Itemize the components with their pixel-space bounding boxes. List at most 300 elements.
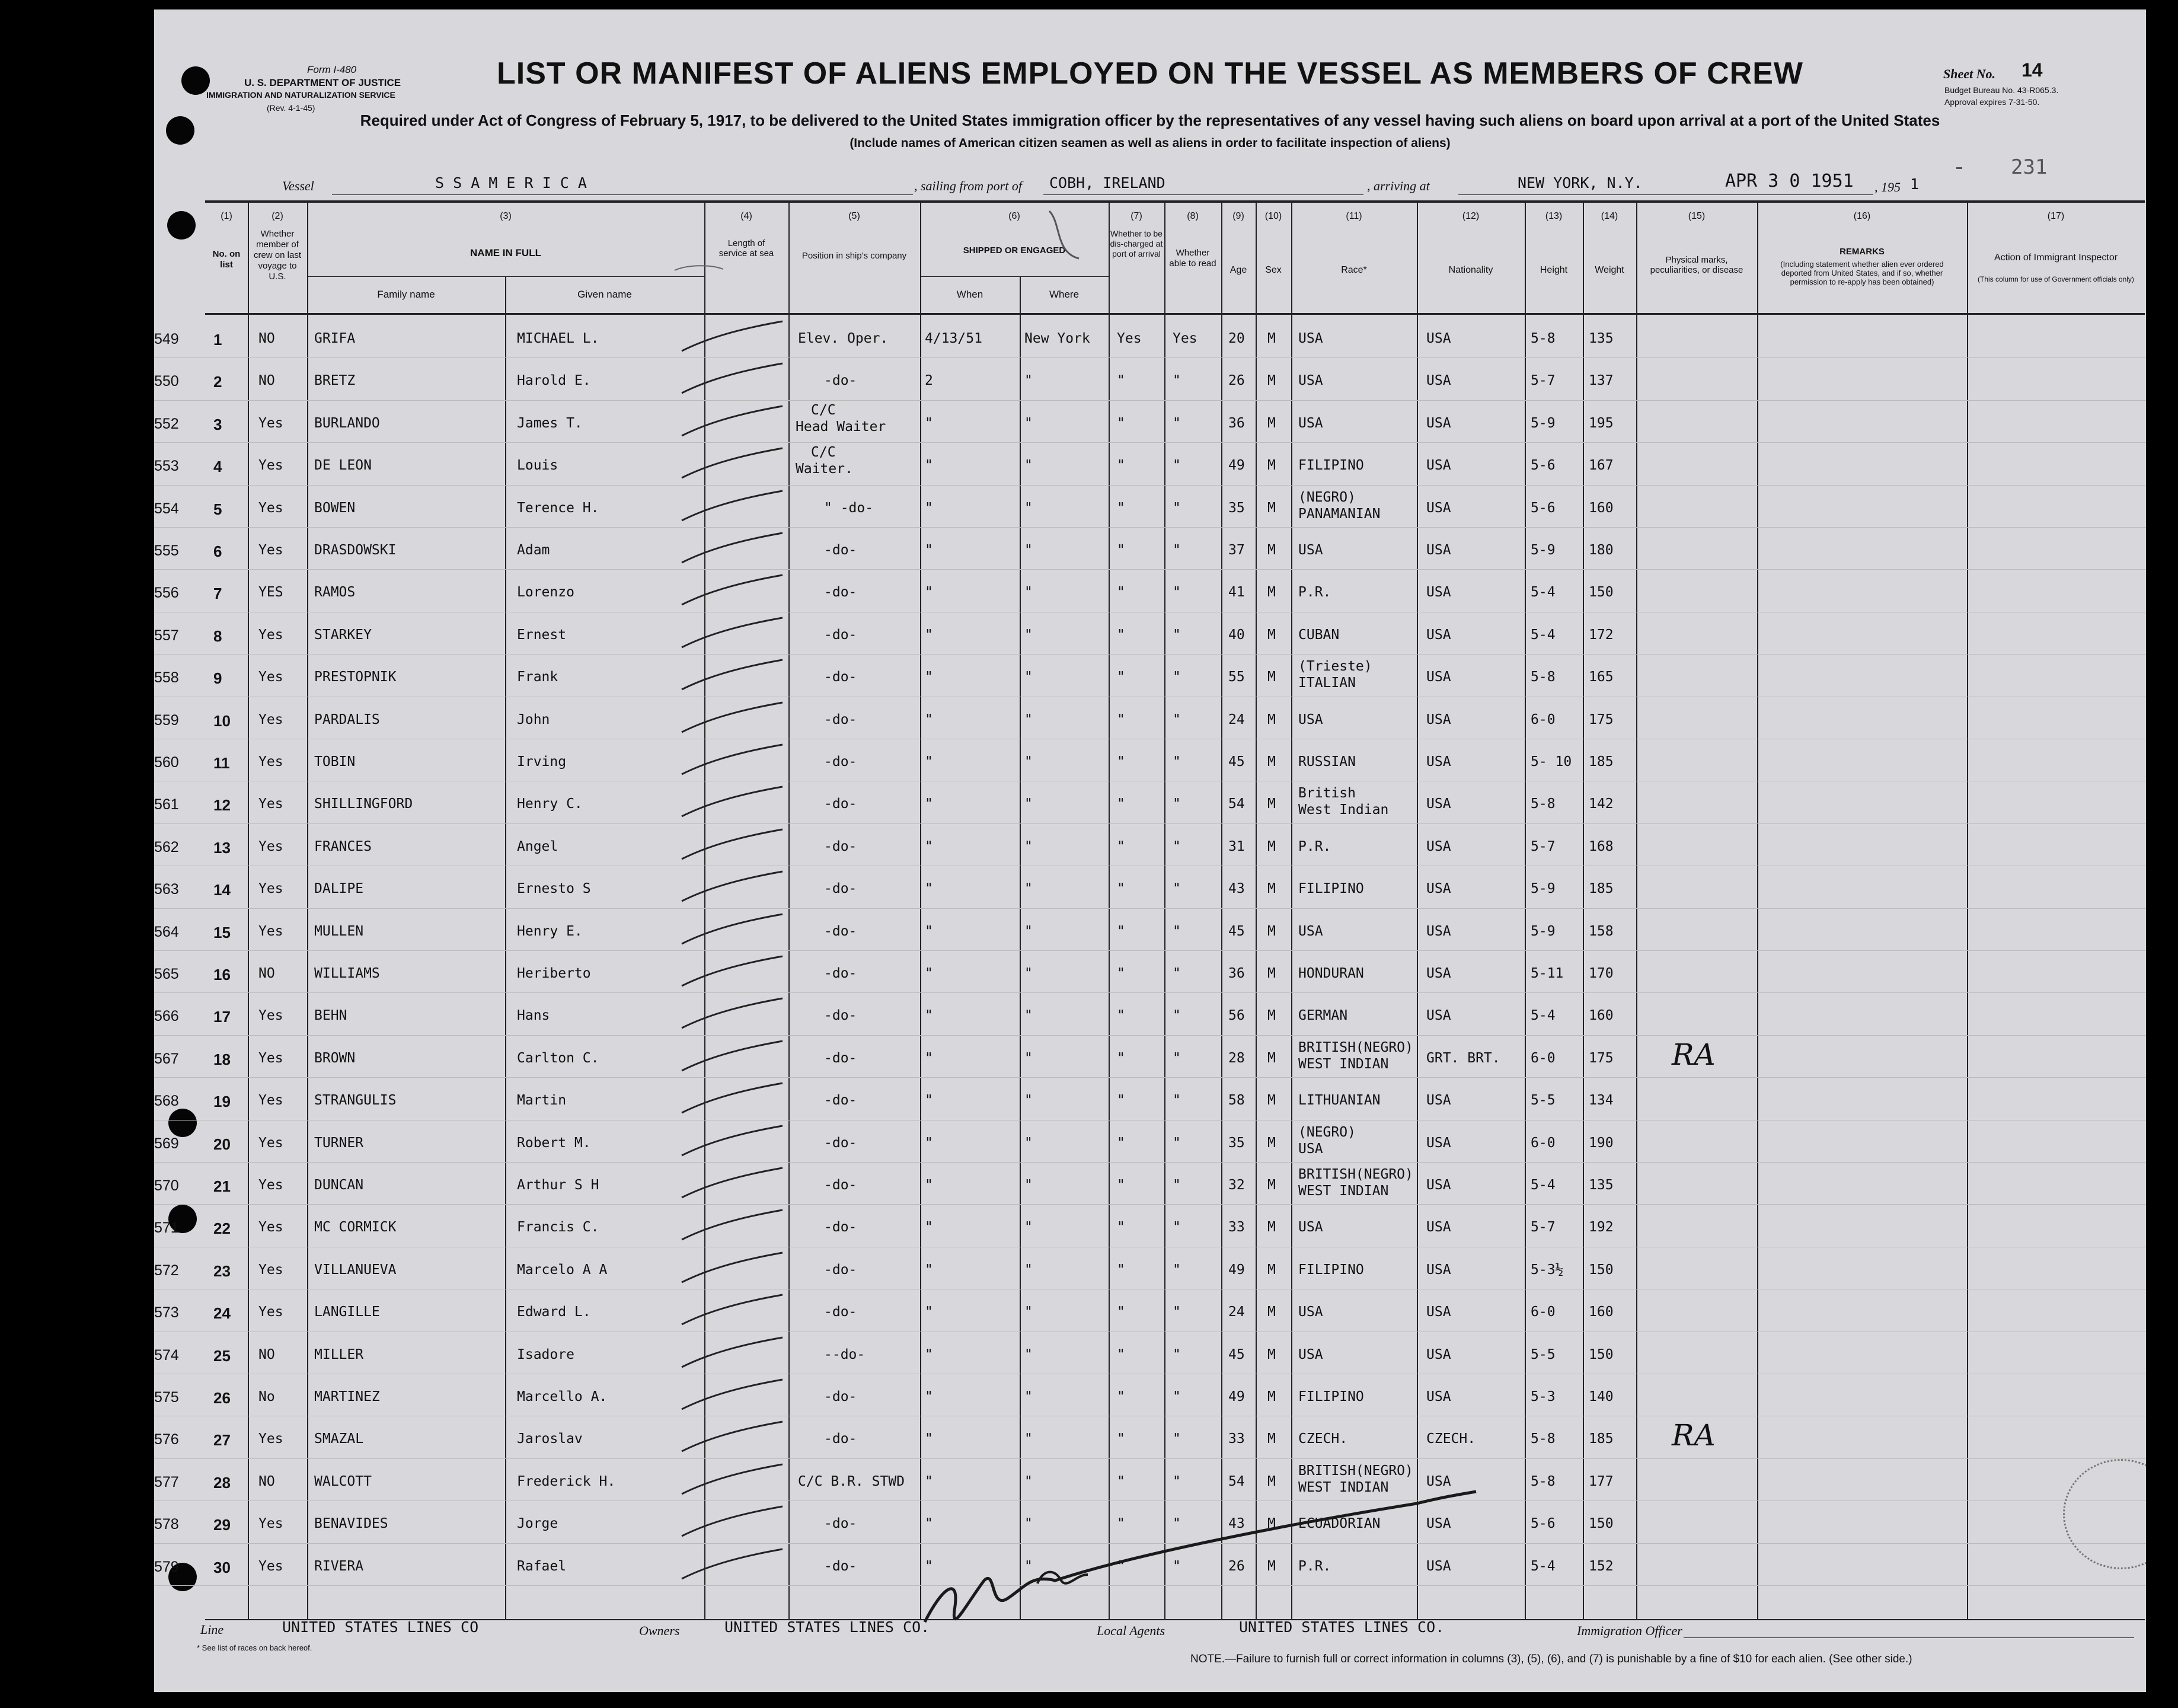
position-cell: -do- [824,881,857,897]
position-cell: -do- [824,1558,857,1574]
family-name-cell: SMAZAL [314,1431,364,1447]
col2-number: (2) [272,211,283,221]
height-cell: 5-6 [1531,500,1556,516]
age-cell: 35 [1228,1135,1245,1151]
age-cell: 24 [1228,1304,1245,1320]
able-to-read-cell: " [1173,669,1181,685]
sex-cell: M [1267,1219,1276,1235]
race-cell: FILIPINO [1298,458,1364,474]
race-cell-line1: (NEGRO) [1298,489,1356,505]
weight-cell: 158 [1589,923,1614,939]
height-cell: 5-7 [1531,373,1556,389]
able-to-read-cell: Yes [1173,331,1197,346]
discharged-cell: " [1117,1473,1125,1489]
budget-bureau: Budget Bureau No. 43-R065.3. [1944,85,2059,95]
col6-where-header: Where [1049,289,1080,300]
shipped-where-cell: " [1024,966,1033,981]
sex-cell: M [1267,331,1276,346]
last-voyage-cell: Yes [258,1516,283,1532]
family-name-cell: SHILLINGFORD [314,796,413,812]
sex-cell: M [1267,1558,1276,1574]
shipped-where-cell: " [1024,585,1033,601]
height-cell: 5-8 [1531,796,1556,812]
shipped-when-cell: " [925,838,933,854]
position-cell: -do- [824,585,857,601]
race-cell: CZECH. [1298,1431,1348,1447]
page-title: LIST OR MANIFEST OF ALIENS EMPLOYED ON THE VESSEL AS MEMBERS OF CREW [497,56,1803,91]
position-cell: -do- [824,796,857,812]
position-cell: Elev. Oper. [798,331,889,346]
given-name-cell: Harold E. [517,373,591,389]
nationality-cell: USA [1426,331,1451,346]
height-cell: 5-9 [1531,415,1556,431]
age-cell: 31 [1228,838,1245,854]
weight-cell: 170 [1589,966,1614,981]
family-name-cell: DRASDOWSKI [314,542,397,558]
last-voyage-cell: NO [258,373,275,389]
shipped-when-cell: " [925,542,933,558]
discharged-cell: " [1117,627,1125,643]
last-voyage-cell: NO [258,1473,275,1489]
position-cell: C/C [811,402,836,418]
weight-cell: 165 [1589,669,1614,685]
sheet-number: 14 [2021,59,2043,81]
list-margin-number: 576 [154,1431,179,1448]
nationality-cell: USA [1426,1008,1451,1024]
manifest-sheet [154,9,2146,1692]
sex-cell: M [1267,711,1276,727]
weight-cell: 140 [1589,1389,1614,1404]
row-number: 13 [213,838,231,857]
list-margin-number: 563 [154,881,179,898]
race-cell: WEST INDIAN [1298,1183,1389,1199]
given-name-cell: Adam [517,542,550,558]
family-name-cell: PARDALIS [314,711,380,727]
col3-given-header: Given name [577,289,632,300]
shipped-when-cell: " [925,585,933,601]
line-label: Line [200,1622,224,1637]
height-cell: 5-8 [1531,1473,1556,1489]
height-cell: 6-0 [1531,1135,1556,1151]
family-name-cell: TOBIN [314,754,356,770]
discharged-cell: " [1117,458,1125,474]
position-cell: -do- [824,1177,857,1193]
age-cell: 49 [1228,1389,1245,1404]
shipped-where-cell: " [1024,1135,1033,1151]
weight-cell: 160 [1589,500,1614,516]
shipped-where-cell: " [1024,1008,1033,1024]
family-name-cell: MILLER [314,1346,364,1362]
age-cell: 20 [1228,331,1245,346]
last-voyage-cell: Yes [258,1431,283,1447]
col14-number: (14) [1601,211,1618,221]
weight-cell: 150 [1589,1516,1614,1532]
race-cell-line1: BRITISH(NEGRO) [1298,1167,1413,1182]
height-cell: 5-9 [1531,881,1556,897]
last-voyage-cell: Yes [258,838,283,854]
shipped-when-cell: " [925,923,933,939]
list-margin-number: 565 [154,966,179,982]
age-cell: 45 [1228,754,1245,770]
family-name-cell: BROWN [314,1050,356,1066]
arrival-port: NEW YORK, N.Y. [1518,174,1643,191]
able-to-read-cell: " [1173,542,1181,558]
age-cell: 43 [1228,1516,1245,1532]
nationality-cell: USA [1426,1262,1451,1278]
shipped-where-cell: " [1024,1431,1033,1447]
discharged-cell: " [1117,1008,1125,1024]
family-name-cell: MC CORMICK [314,1219,397,1235]
sailing-port: COBH, IRELAND [1049,174,1165,191]
nationality-cell: USA [1426,669,1451,685]
height-cell: 5-4 [1531,585,1556,601]
col10-header: Sex [1265,265,1282,275]
last-voyage-cell: YES [258,585,283,601]
able-to-read-cell: " [1173,1008,1181,1024]
row-number: 25 [213,1346,231,1365]
given-name-cell: Henry C. [517,796,583,812]
shipped-when-cell: 4/13/51 [925,331,982,346]
inspector-remark: RA [1672,1418,1716,1453]
weight-cell: 150 [1589,1346,1614,1362]
position-cell: -do- [824,1135,857,1151]
discharged-cell: " [1117,1431,1125,1447]
height-cell: 5-6 [1531,458,1556,474]
position-cell: -do- [824,1431,857,1447]
last-voyage-cell: NO [258,1346,275,1362]
weight-cell: 180 [1589,542,1614,558]
include-statement: (Include names of American citizen seamen as well as aliens in order to facilitate inspection of aliens) [850,136,1451,150]
row-number: 11 [213,754,230,772]
family-name-cell: DUNCAN [314,1177,364,1193]
col14-header: Weight [1595,265,1624,275]
arriving-label: , arriving at [1367,178,1430,193]
discharged-cell: " [1117,838,1125,854]
col3-header: NAME IN FULL [470,247,541,258]
race-cell: P.R. [1298,585,1331,601]
list-margin-number: 555 [154,542,179,559]
col12-number: (12) [1462,211,1480,221]
row-number: 6 [213,542,222,560]
list-margin-number: 560 [154,754,179,771]
given-name-cell: Irving [517,754,567,770]
sex-cell: M [1267,458,1276,474]
row-number: 12 [213,796,231,815]
position-cell-line2: Head Waiter [796,419,886,435]
row-number: 20 [213,1135,231,1153]
age-cell: 56 [1228,1008,1245,1024]
last-voyage-cell: Yes [258,754,283,770]
list-margin-number: 557 [154,627,179,644]
weight-cell: 160 [1589,1304,1614,1320]
race-cell-line1: BRITISH(NEGRO) [1298,1039,1413,1055]
list-margin-number: 570 [154,1177,179,1194]
age-cell: 49 [1228,1262,1245,1278]
weight-cell: 137 [1589,373,1614,389]
given-name-cell: Jorge [517,1516,558,1532]
col4-header: Length of service at sea [718,238,774,258]
shipped-when-cell: " [925,1558,933,1574]
discharged-cell: " [1117,881,1125,897]
shipped-where-cell: " [1024,458,1033,474]
given-name-cell: John [517,711,550,727]
shipped-where-cell: " [1024,923,1033,939]
shipped-where-cell: " [1024,881,1033,897]
given-name-cell: Frank [517,669,558,685]
able-to-read-cell: " [1173,1177,1181,1193]
discharged-cell: " [1117,1093,1125,1109]
nationality-cell: USA [1426,1304,1451,1320]
shipped-when-cell: " [925,1219,933,1235]
races-note: * See list of races on back hereof. [197,1643,312,1652]
race-cell-line1: (Trieste) [1298,659,1372,675]
last-voyage-cell: Yes [258,796,283,812]
list-margin-number: 571 [154,1219,179,1237]
given-name-cell: Arthur S H [517,1177,599,1193]
given-name-cell: Carlton C. [517,1050,599,1066]
age-cell: 58 [1228,1093,1245,1109]
last-voyage-cell: Yes [258,1050,283,1066]
shipped-where-cell: " [1024,669,1033,685]
discharged-cell: " [1117,500,1125,516]
height-cell: 6-0 [1531,711,1556,727]
given-name-cell: Angel [517,838,558,854]
row-number: 4 [213,458,222,476]
line-value: UNITED STATES LINES CO [282,1618,479,1636]
col6-number: (6) [1008,211,1020,221]
position-cell: -do- [824,1304,857,1320]
col7-header: Whether to be dis-charged at port of arrival [1110,229,1163,258]
col17-number: (17) [2047,211,2065,221]
row-number: 27 [213,1431,231,1450]
row-number: 14 [213,881,231,899]
race-cell: CUBAN [1298,627,1340,643]
row-number: 15 [213,923,231,941]
sex-cell: M [1267,1473,1276,1489]
sex-cell: M [1267,500,1276,516]
able-to-read-cell: " [1173,373,1181,389]
nationality-cell: USA [1426,881,1451,897]
position-cell: -do- [824,1219,857,1235]
age-cell: 32 [1228,1177,1245,1193]
last-voyage-cell: Yes [258,542,283,558]
family-name-cell: GRIFA [314,331,356,346]
sex-cell: M [1267,1050,1276,1066]
shipped-when-cell: " [925,1135,933,1151]
sex-cell: M [1267,1304,1276,1320]
officer-line [1684,1637,2134,1638]
shipped-where-cell: " [1024,500,1033,516]
position-cell: C/C [811,445,836,461]
shipped-when-cell: " [925,1262,933,1278]
discharged-cell: " [1117,1558,1125,1574]
able-to-read-cell: " [1173,796,1181,812]
nationality-cell: USA [1426,838,1451,854]
race-cell: FILIPINO [1298,1389,1364,1404]
age-cell: 37 [1228,542,1245,558]
race-cell-line1: BRITISH(NEGRO) [1298,1463,1413,1479]
list-margin-number: 569 [154,1135,179,1152]
discharged-cell: " [1117,754,1125,770]
weight-cell: 167 [1589,458,1614,474]
sex-cell: M [1267,415,1276,431]
able-to-read-cell: " [1173,754,1181,770]
able-to-read-cell: " [1173,1558,1181,1574]
family-name-cell: BRETZ [314,373,356,389]
discharged-cell: " [1117,1219,1125,1235]
agents-value: UNITED STATES LINES CO. [1239,1618,1445,1636]
age-cell: 35 [1228,500,1245,516]
race-cell: USA [1298,923,1323,939]
sex-cell: M [1267,1262,1276,1278]
discharged-cell: " [1117,1346,1125,1362]
list-margin-number: 575 [154,1389,179,1406]
last-voyage-cell: Yes [258,1093,283,1109]
col13-number: (13) [1545,211,1563,221]
position-cell: -do- [824,1389,857,1404]
col9-header: Age [1229,265,1247,275]
race-cell: USA [1298,711,1323,727]
discharged-cell: " [1117,966,1125,981]
nationality-cell: USA [1426,966,1451,981]
position-cell: -do- [824,1008,857,1024]
nationality-cell: USA [1426,1177,1451,1193]
family-name-cell: RAMOS [314,585,356,601]
shipped-when-cell: " [925,711,933,727]
nationality-cell: USA [1426,754,1451,770]
height-cell: 5-4 [1531,1558,1556,1574]
shipped-where-cell: " [1024,838,1033,854]
row-number: 22 [213,1219,231,1238]
col16-subheader: (Including statement whether alien ever ordered deported from United States, and if so, whether permission to re-apply has been obtained) [1780,260,1944,286]
given-name-cell: Francis C. [517,1219,599,1235]
age-cell: 40 [1228,627,1245,643]
list-margin-number: 561 [154,796,179,813]
col6-when-header: When [956,289,983,300]
nationality-cell: USA [1426,1346,1451,1362]
col13-header: Height [1540,265,1568,275]
nationality-cell: USA [1426,373,1451,389]
height-cell: 6-0 [1531,1050,1556,1066]
row-number: 23 [213,1262,231,1280]
last-voyage-cell: Yes [258,1008,283,1024]
owners-label: Owners [639,1623,680,1638]
discharged-cell: Yes [1117,331,1142,346]
shipped-when-cell: " [925,1177,933,1193]
able-to-read-cell: " [1173,500,1181,516]
race-cell: LITHUANIAN [1298,1093,1381,1109]
sex-cell: M [1267,669,1276,685]
race-cell: FILIPINO [1298,881,1364,897]
col2-header: Whether member of crew on last voyage to U.S. [253,229,302,282]
last-voyage-cell: Yes [258,1219,283,1235]
family-name-cell: BENAVIDES [314,1516,388,1532]
able-to-read-cell: " [1173,1050,1181,1066]
col5-header: Position in ship's company [801,251,907,261]
weight-cell: 190 [1589,1135,1614,1151]
row-number: 26 [213,1389,231,1407]
able-to-read-cell: " [1173,881,1181,897]
last-voyage-cell: No [258,1389,275,1404]
sailing-label: , sailing from port of [914,178,1022,193]
shipped-where-cell: " [1024,1262,1033,1278]
list-margin-number: 568 [154,1093,179,1110]
discharged-cell: " [1117,1050,1125,1066]
shipped-when-cell: " [925,458,933,474]
family-name-cell: RIVERA [314,1558,364,1574]
discharged-cell: " [1117,1389,1125,1404]
age-cell: 26 [1228,373,1245,389]
form-number: Form I-480 [307,64,357,75]
sex-cell: M [1267,796,1276,812]
age-cell: 26 [1228,1558,1245,1574]
height-cell: 5-8 [1531,1431,1556,1447]
shipped-when-cell: " [925,1304,933,1320]
discharged-cell: " [1117,542,1125,558]
row-number: 30 [213,1558,231,1576]
weight-cell: 185 [1589,754,1614,770]
col17-subheader: (This column for use of Government officials only) [1978,275,2134,283]
height-cell: 5- 10 [1531,754,1572,770]
list-margin-number: 564 [154,923,179,940]
shipped-where-cell: " [1024,796,1033,812]
height-cell: 5-3 [1531,1389,1556,1404]
height-cell: 5-4 [1531,1177,1556,1193]
position-cell: -do- [824,669,857,685]
last-voyage-cell: Yes [258,458,283,474]
shipped-when-cell: " [925,1516,933,1532]
age-cell: 54 [1228,1473,1245,1489]
height-cell: 5-4 [1531,1008,1556,1024]
col1-header: No. on list [212,249,241,270]
race-cell-line1: (NEGRO) [1298,1124,1356,1140]
col8-header: Whether able to read [1169,248,1216,269]
handwritten-signature [154,9,2146,1692]
owners-value: UNITED STATES LINES CO. [724,1618,930,1636]
col12-header: Nationality [1448,265,1493,275]
family-name-cell: STRANGULIS [314,1093,397,1109]
row-number: 17 [213,1008,231,1026]
last-voyage-cell: Yes [258,923,283,939]
row-number: 9 [213,669,222,688]
nationality-cell: USA [1426,1219,1451,1235]
weight-cell: 175 [1589,1050,1614,1066]
able-to-read-cell: " [1173,585,1181,601]
year-label: , 195 [1874,180,1901,194]
shipped-when-cell: " [925,881,933,897]
shipped-when-cell: " [925,1431,933,1447]
col11-number: (11) [1346,211,1362,221]
family-name-cell: DALIPE [314,881,364,897]
discharged-cell: " [1117,669,1125,685]
age-cell: 41 [1228,585,1245,601]
last-voyage-cell: Yes [258,1262,283,1278]
family-name-cell: TURNER [314,1135,364,1151]
height-cell: 5-4 [1531,627,1556,643]
list-margin-number: 566 [154,1008,179,1025]
race-cell: GERMAN [1298,1008,1348,1024]
col16-header: REMARKS [1840,247,1885,257]
nationality-cell: USA [1426,923,1451,939]
height-cell: 5-9 [1531,542,1556,558]
service-name: IMMIGRATION AND NATURALIZATION SERVICE [206,90,395,100]
col3-family-header: Family name [377,289,435,300]
given-name-cell: Heriberto [517,966,591,981]
discharged-cell: " [1117,415,1125,431]
position-cell: -do- [824,1262,857,1278]
able-to-read-cell: " [1173,923,1181,939]
weight-cell: 172 [1589,627,1614,643]
